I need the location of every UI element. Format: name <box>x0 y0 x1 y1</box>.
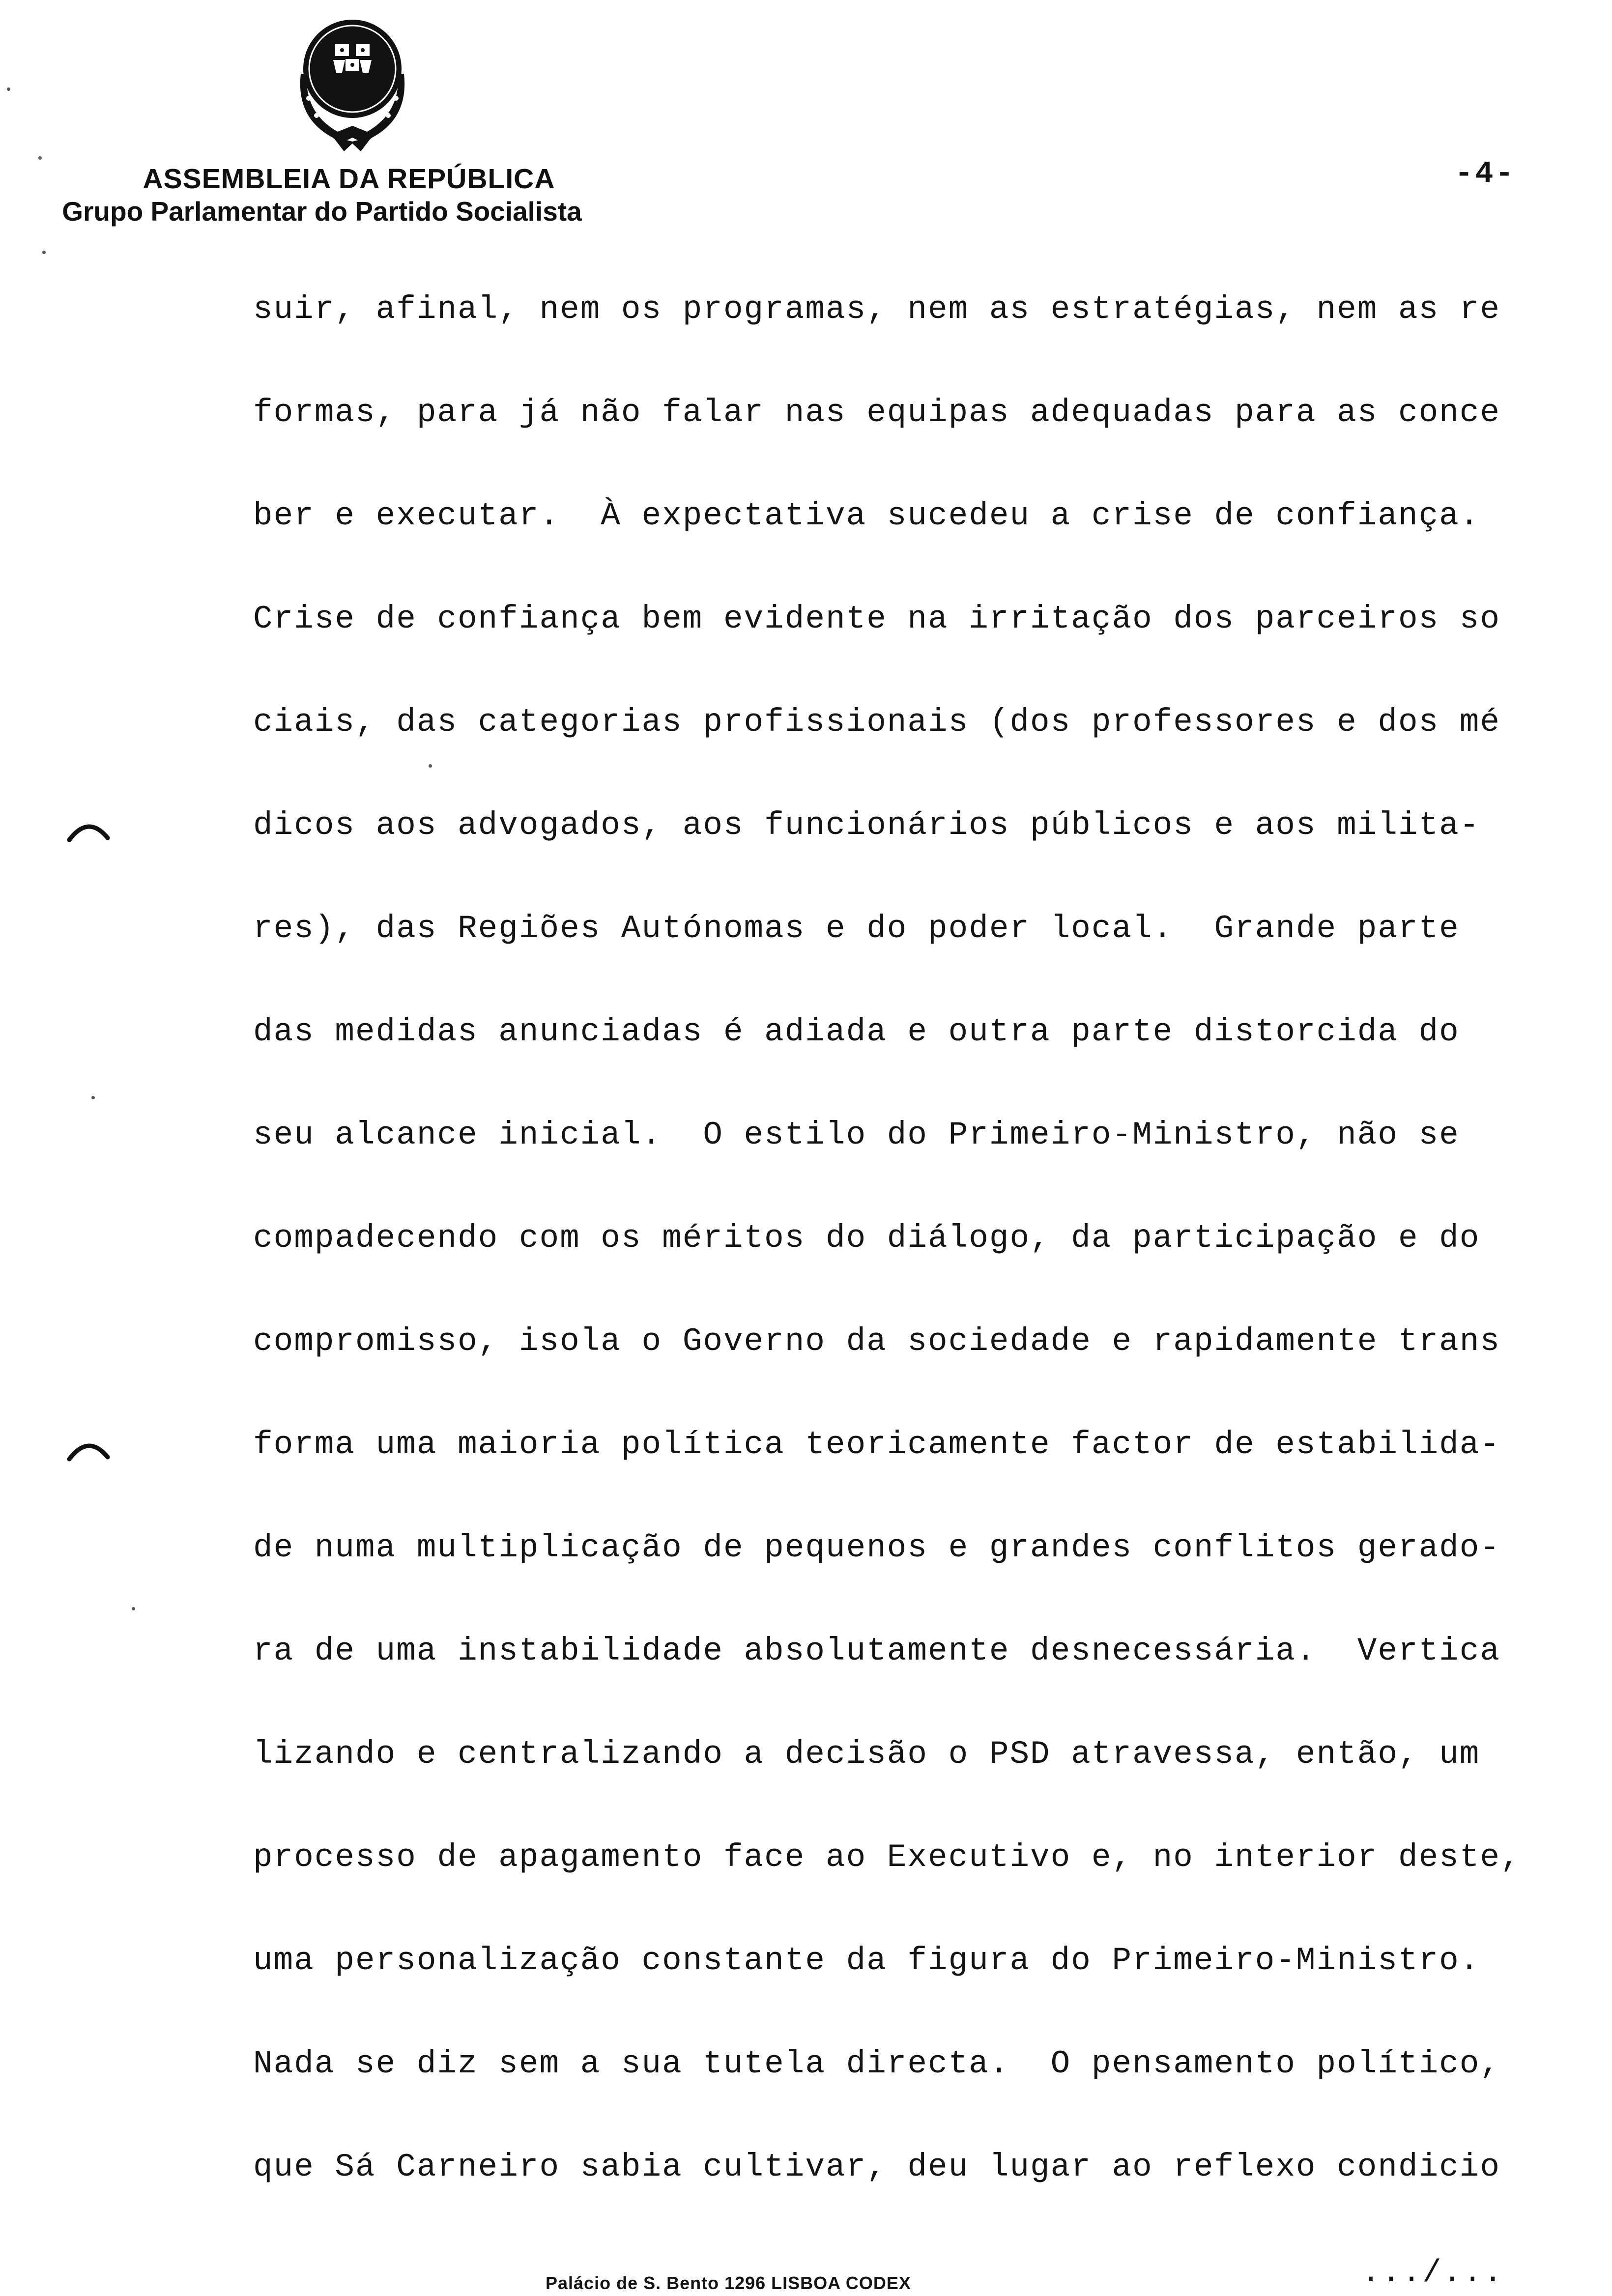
text-line: que Sá Carneiro sabia cultivar, deu lugar ao reflexo condicio <box>253 2149 1500 2185</box>
text-line: suir, afinal, nem os programas, nem as estratégias, nem as re <box>253 291 1500 328</box>
text-line: res), das Regiões Autónomas e do poder local. Grande parte <box>253 910 1460 947</box>
page-number: -4- <box>1455 156 1516 191</box>
scan-speck <box>42 251 46 254</box>
scan-speck <box>7 87 10 91</box>
text-line: formas, para já não falar nas equipas adequadas para as conce <box>253 394 1500 431</box>
scan-speck <box>38 156 42 160</box>
text-line: das medidas anunciadas é adiada e outra parte distorcida do <box>253 1013 1460 1050</box>
parliament-seal-icon <box>286 15 419 152</box>
text-line: seu alcance inicial. O estilo do Primeiro-Ministro, não se <box>253 1117 1460 1153</box>
text-line: processo de apagamento face ao Executivo e, no interior deste, <box>253 1839 1521 1876</box>
text-line: forma uma maioria política teoricamente factor de estabilida- <box>253 1426 1500 1463</box>
institution-name: ASSEMBLEIA DA REPÚBLICA <box>143 163 555 195</box>
scan-speck <box>132 1607 135 1610</box>
text-line: dicos aos advogados, aos funcionários públicos e aos milita- <box>253 807 1480 844</box>
text-line: ber e executar. À expectativa sucedeu a crise de confiança. <box>253 497 1480 534</box>
text-line: de numa multiplicação de pequenos e grandes conflitos gerado- <box>253 1529 1500 1566</box>
parliamentary-group: Grupo Parlamentar do Partido Socialista <box>62 196 582 227</box>
scan-speck <box>429 764 432 768</box>
text-line: compromisso, isola o Governo da sociedade e rapidamente trans <box>253 1323 1500 1360</box>
text-line: uma personalização constante da figura do Primeiro-Ministro. <box>253 1942 1480 1979</box>
footer-address: Palácio de S. Bento 1296 LISBOA CODEX <box>546 2273 911 2293</box>
letterhead <box>29 162 668 227</box>
text-line: ra de uma instabilidade absolutamente desnecessária. Vertica <box>253 1633 1500 1669</box>
binder-hole-mark <box>66 818 111 843</box>
body-text <box>253 290 1541 2251</box>
text-line: Crise de confiança bem evidente na irritação dos parceiros so <box>253 601 1500 637</box>
text-line: ciais, das categorias profissionais (dos professores e dos mé <box>253 704 1500 741</box>
text-line: lizando e centralizando a decisão o PSD atravessa, então, um <box>253 1736 1480 1773</box>
scan-speck <box>91 1096 95 1099</box>
text-line: Nada se diz sem a sua tutela directa. O pensamento político, <box>253 2045 1500 2082</box>
text-line: compadecendo com os méritos do diálogo, da participação e do <box>253 1220 1480 1257</box>
continuation-mark: .../... <box>1361 2256 1504 2291</box>
binder-hole-mark <box>66 1437 111 1462</box>
